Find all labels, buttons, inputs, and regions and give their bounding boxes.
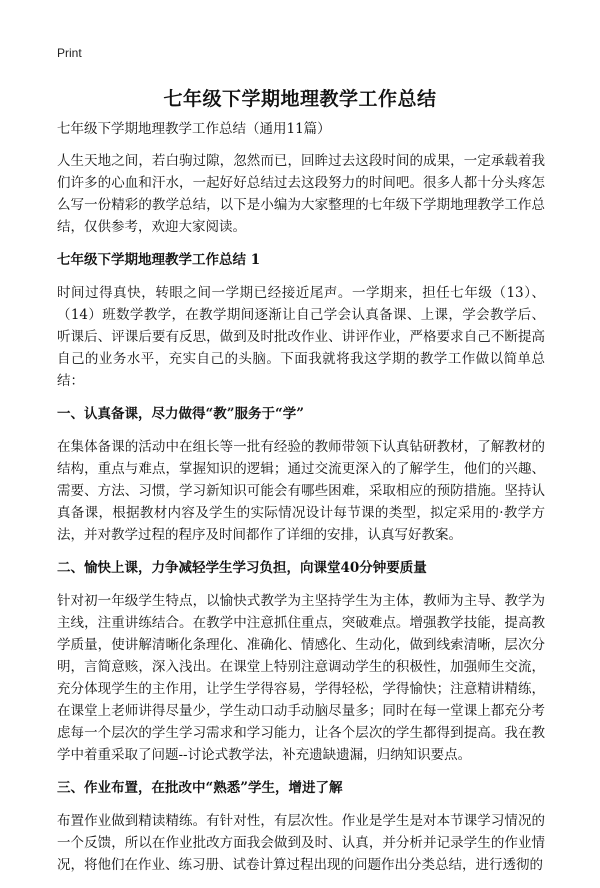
paragraph-2: 针对初一年级学生特点，以愉快式教学为主坚持学生为主体，教师为主导、教学为主线，注重讲练结合。在教学中注意抓住重点，突破难点。增强教学技能，提高教学质量，使讲解清晰化条理化、准确化、情感化、生动化，做到线索清晰，层次分明，言简意赅，深入浅出。在课堂上特别注意调动学生的积极性，加强师生交流，充分体现学生的主作用，让学生学得容易，学得轻松，学得愉快；注意精讲精练，在课堂上老师讲得尽量少，学生动口动手动脑尽量多；同时在每一堂课上都充分考虑每一个层次的学生学习需求和学习能力，让各个层次的学生都得到提高。我在教学中着重采取了问题--讨论式教学法，补充遗缺遗漏，归纳知识要点。 xyxy=(57,593,545,763)
heading-2: 二、愉快上课，力争减轻学生学习负担，向课堂40分钟要质量 xyxy=(57,560,427,576)
document-subtitle: 七年级下学期地理教学工作总结（通用11篇） xyxy=(57,121,331,137)
heading-1: 一、认真备课，尽力做得“教”服务于“学” xyxy=(57,406,305,422)
document-body xyxy=(57,120,545,888)
section-title: 七年级下学期地理教学工作总结 1 xyxy=(57,252,261,268)
document-title: 七年级下学期地理教学工作总结 xyxy=(163,88,437,110)
section-intro-paragraph: 时间过得真快，转眼之间一学期已经接近尾声。一学期来，担任七年级（13）、（14）班数学教学，在教学期间逐渐让自己学会认真备课、上课，学会教学后、听课后、评课后要有反思，做到及时批改作业、讲评作业，严格要求自己不断提高自己的业务水平，充实自己的头脑。下面我就将我这学期的教学工作做以简单总结： xyxy=(57,285,545,389)
intro-paragraph: 人生天地之间，若白驹过隙，忽然而已，回眸过去这段时间的成果，一定承载着我们许多的心血和汗水，一起好好总结过去这段努力的时间吧。很多人都十分头疼怎么写一份精彩的教学总结，以下是小编为大家整理的七年级下学期地理教学工作总结，仅供参考，欢迎大家阅读。 xyxy=(57,153,545,235)
paragraph-1: 在集体备课的活动中在组长等一批有经验的教师带领下认真钻研教材，了解教材的结构，重点与难点，掌握知识的逻辑；通过交流更深入的了解学生，他们的兴趣、需要、方法、习惯，学习新知识可能会有哪些困难，采取相应的预防措施。坚持认真备课，根据教材内容及学生的实际情况设计每节课的类型，拟定采用的·教学方法，并对教学过程的程序及时间都作了详细的安排，认真写好教案。 xyxy=(57,439,545,543)
heading-3: 三、作业布置，在批改中“熟悉”学生，增进了解 xyxy=(57,780,343,796)
print-label[interactable]: Print xyxy=(57,46,82,60)
paragraph-3: 布置作业做到精读精练。有针对性，有层次性。作业是学生是对本节课学习情况的一个反馈，所以在作业批改方面我会做到及时、认真，并分析并记录学生的作业情况，将他们在作业、练习册、试卷计算过程出现的问题作出分类总结，进行透彻的 xyxy=(57,813,545,873)
